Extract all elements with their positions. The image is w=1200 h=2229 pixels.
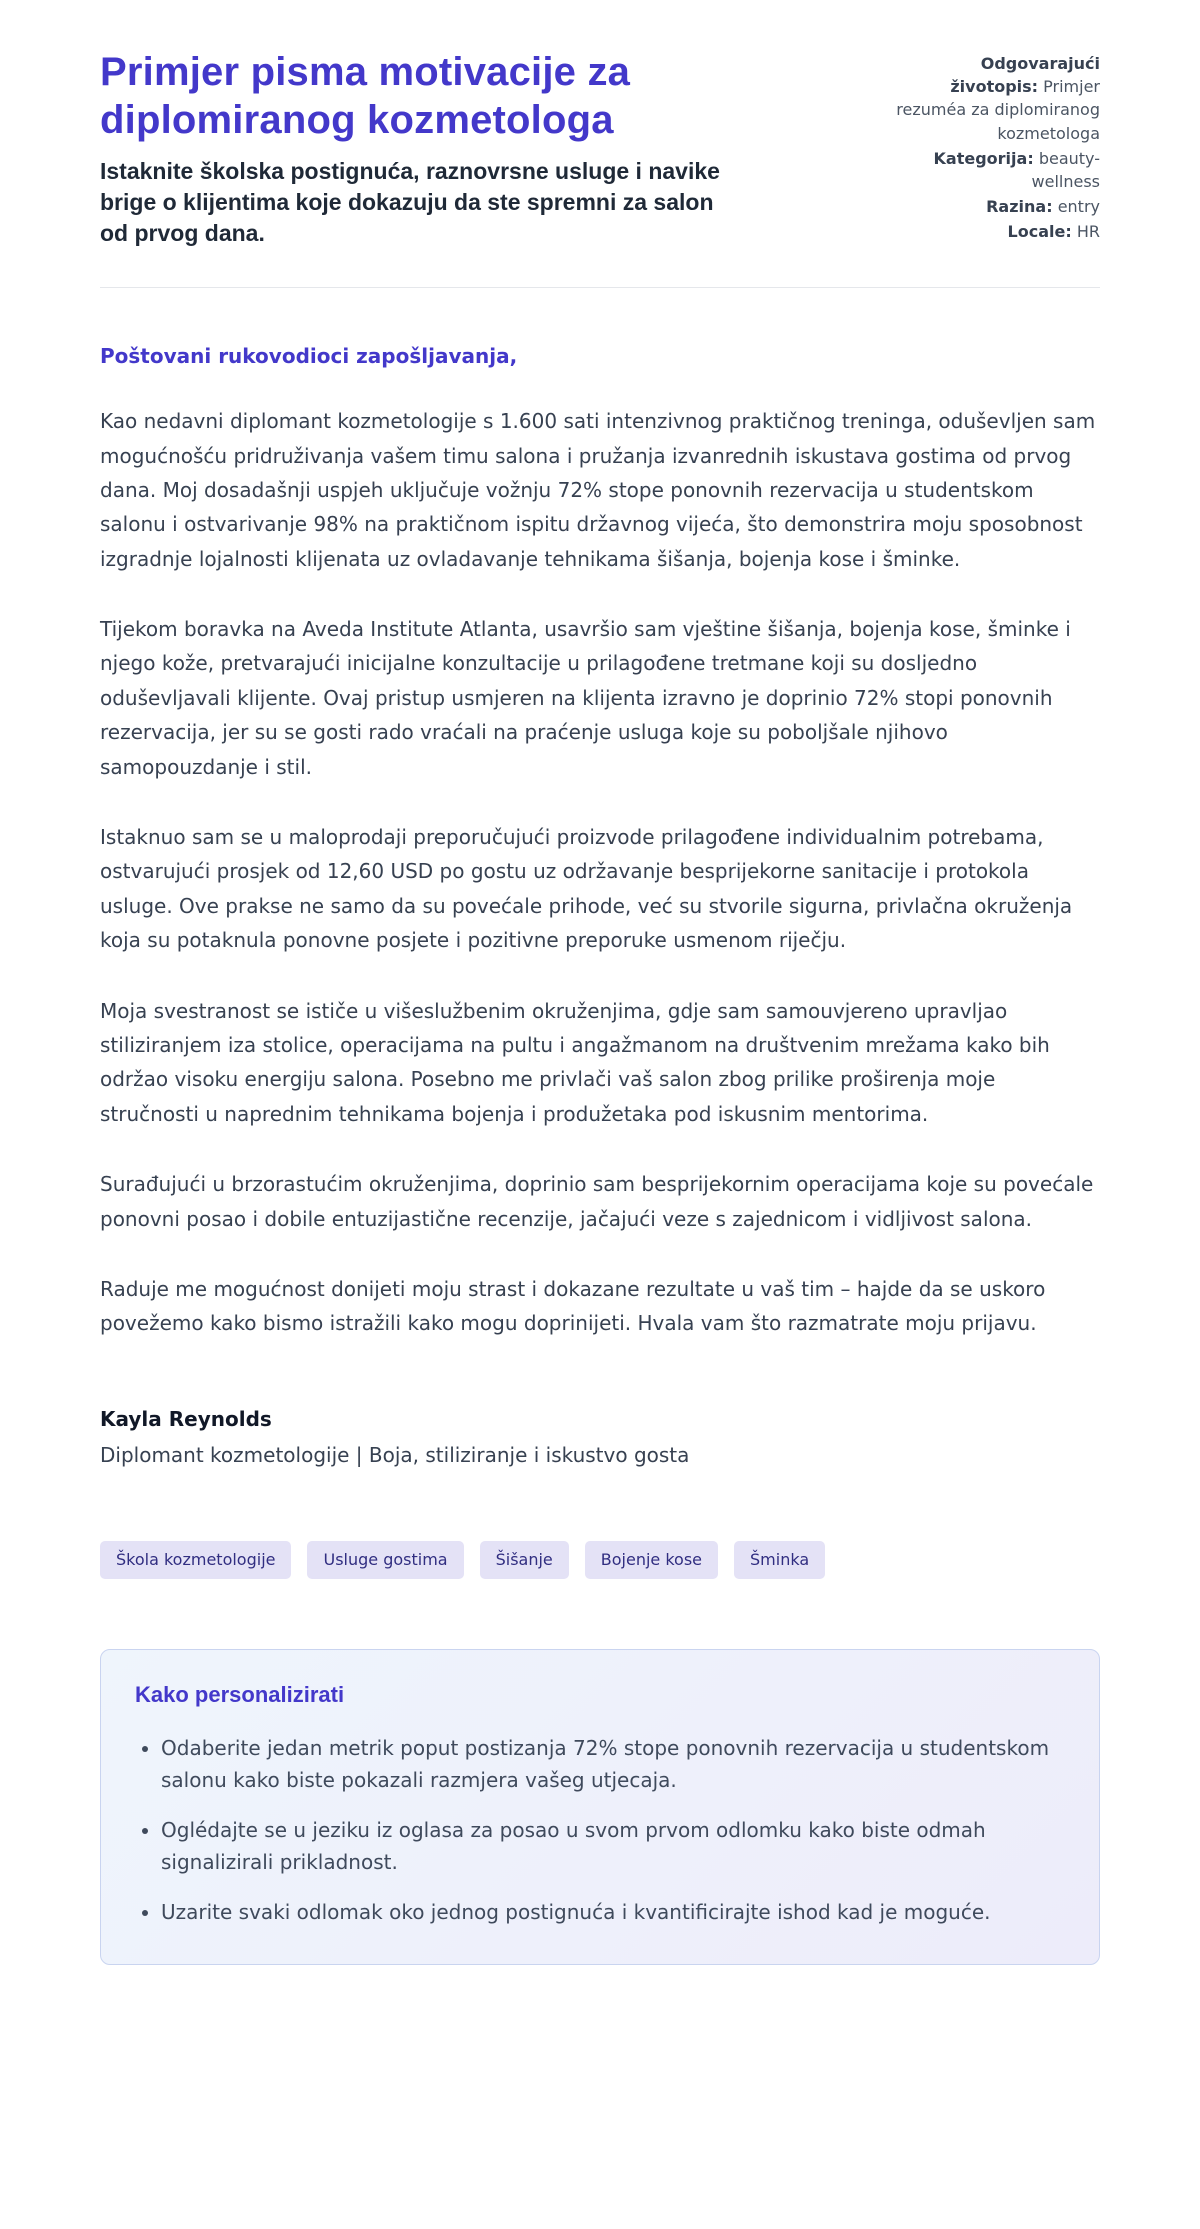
page-subtitle: Istaknite školska postignuća, raznovrsne usluge i navike brige o klijentima koje dokazuju da ste spremni za salon od prvog dana. (100, 158, 720, 247)
page-title: Primjer pisma motivacije za diplomiranog kozmetologa (100, 50, 631, 142)
header-title-block (100, 48, 740, 249)
tip-item: • Uzarite svaki odlomak oko jednog postignuća i kvantificirajte ishod kad je moguće. (161, 1896, 1065, 1928)
tips-list (135, 1732, 1065, 1928)
meta-label: Locale: (1007, 222, 1072, 242)
meta-label: Kategorija: (933, 148, 1034, 168)
meta-value: HR (1076, 222, 1100, 242)
meta-matching-resume (895, 52, 1100, 145)
meta-value: entry (1057, 197, 1100, 217)
letter-paragraph: Surađujući u brzorastućim okruženjima, doprinio sam besprijekornim operacijama koje su povećale ponovni posao i dobile entuzijastične recenzije, jačajući veze s zajednicom i vidljivost salona. (100, 1172, 1094, 1231)
meta-label: Odgovarajući životopis: (950, 54, 1100, 97)
header (100, 48, 1100, 249)
tag-chip[interactable]: Usluge gostima (307, 1541, 463, 1579)
signature-name: Kayla Reynolds (100, 1406, 272, 1431)
signature-role: Diplomant kozmetologije | Boja, stiliziranje i iskustvo gosta (100, 1442, 690, 1467)
letter-body (100, 344, 1100, 1467)
letter-paragraph: Tijekom boravka na Aveda Institute Atlanta, usavršio sam vještine šišanja, bojenja kose, šminke i njego kože, pretvarajući inicijalne konzultacije u prilagođene tretmane koji su dosljedno oduševljavali klijente. Ovaj pristup usmjeren na klijenta izravno je doprinio 72% stopi ponovnih rezervacija, jer su se gosti rado vraćali na praćenje usluga koje su poboljšale njihovo samopouzdanje i stil. (100, 617, 1071, 779)
tag-chip[interactable]: Škola kozmetologije (100, 1541, 291, 1579)
meta-locale (895, 220, 1100, 243)
meta-value: Primjer rezuméa za diplomiranog kozmetologa (896, 77, 1100, 143)
tips-title: Kako personalizirati (135, 1681, 345, 1707)
meta-category (895, 147, 1100, 193)
meta-value: beauty-wellness (1031, 148, 1100, 191)
meta-level (895, 195, 1100, 218)
letter-page (100, 0, 1100, 2021)
meta-label: Razina: (986, 197, 1053, 217)
letter-paragraph: Moja svestranost se ističe u višeslužbenim okruženjima, gdje sam samouvjereno upravljao stiliziranjem iza stolice, operacijama na pultu i angažmanom na društvenim mrežama kako bih održao visoku energiju salona. Posebno me privlači vaš salon zbog prilike proširenja moje stručnosti u naprednim tehnikama bojenja i produžetaka pod iskusnim mentorima. (100, 998, 1050, 1126)
meta-panel (895, 48, 1100, 246)
letter-paragraph: Istaknuo sam se u maloprodaji preporučujući proizvode prilagođene individualnim potrebama, ostvarujući prosjek od 12,60 USD po gostu uz održavanje besprijekorne sanitacije i protokola usluge. Ove prakse ne samo da su povećale prihode, već su stvorile sigurna, privlačna okruženja koja su potaknula ponovne posjete i pozitivne preporuke usmenom riječju. (100, 825, 1073, 953)
tag-chip[interactable]: Šišanje (480, 1541, 569, 1579)
letter-greeting: Poštovani rukovodioci zapošljavanja, (100, 344, 518, 369)
tip-item: • Oglédajte se u jeziku iz oglasa za posao u svom prvom odlomku kako biste odmah signalizirali prikladnost. (161, 1814, 1065, 1878)
tag-chip[interactable]: Bojenje kose (585, 1541, 718, 1579)
header-divider (100, 287, 1100, 288)
tip-item: • Odaberite jedan metrik poput postizanja 72% stope ponovnih rezervacija u studentskom salonu kako biste pokazali razmjera vašeg utjecaja. (161, 1732, 1065, 1796)
letter-paragraph: Raduje me mogućnost donijeti moju strast i dokazane rezultate u vaš tim – hajde da se uskoro povežemo kako bismo istražili kako mogu doprinijeti. Hvala vam što razmatrate moju prijavu. (100, 1276, 1046, 1336)
tag-list (100, 1541, 1100, 1579)
tag-chip[interactable]: Šminka (734, 1541, 825, 1579)
personalization-tips-callout (100, 1649, 1100, 1965)
letter-paragraph: Kao nedavni diplomant kozmetologije s 1.600 sati intenzivnog praktičnog treninga, oduševljen sam mogućnošću pridruživanja vašem timu salona i pružanja izvanrednih iskustava gostima od prvog dana. Moj dosadašnji uspjeh uključuje vožnju 72% stope ponovnih rezervacija u studentskom salonu i ostvarivanje 98% na praktičnom ispitu državnog vijeća, što demonstrira moju sposobnost izgradnje lojalnosti klijenata uz ovladavanje tehnikama šišanja, bojenja kose i šminke. (100, 409, 1096, 571)
